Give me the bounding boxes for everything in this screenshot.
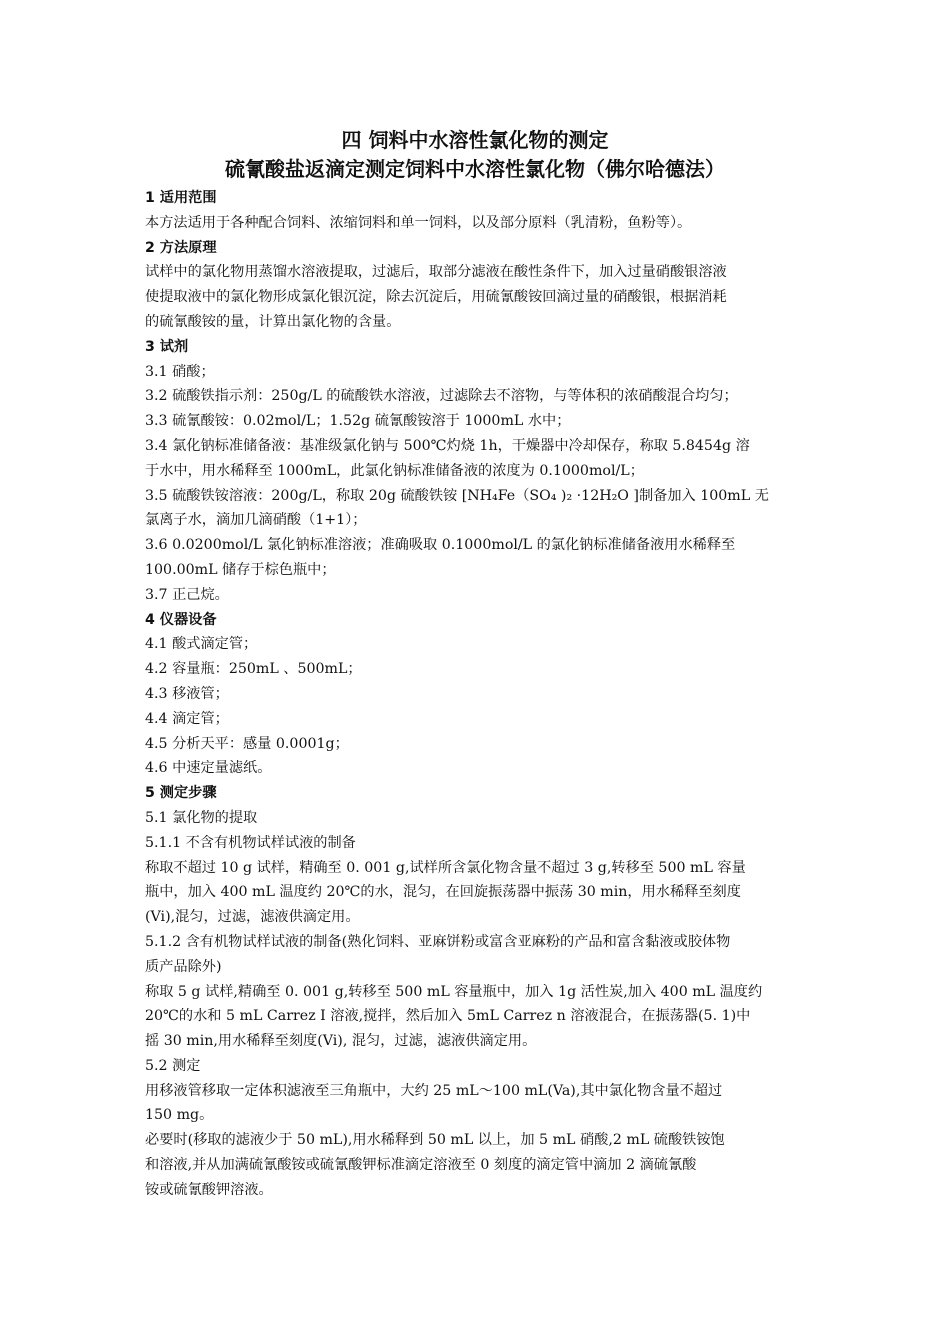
body-line: 4.3 移液管； <box>145 685 229 702</box>
document-body <box>145 186 815 1203</box>
document-subtitle: 硫氰酸盐返滴定测定饲料中水溶性氯化物（佛尔哈德法） <box>225 157 725 181</box>
body-line: 4.4 滴定管； <box>145 710 229 727</box>
body-line: 5.1 氯化物的提取 <box>145 809 258 826</box>
body-line: 必要时(移取的滤液少于 50 mL),用水稀释到 50 mL 以上，加 5 mL 硝酸,2 mL 硫酸铁铵饱 <box>145 1132 725 1149</box>
body-line: 称取 5 g 试样,精确至 0. 001 g,转移至 500 mL 容量瓶中，加入 1g 活性炭,加入 400 mL 温度约 <box>145 983 763 1000</box>
body-line: 20℃的水和 5 mL Carrez I 溶液,搅拌，然后加入 5mL Carrez n 溶液混合，在振荡器(5. 1)中 <box>145 1008 751 1025</box>
body-line: 4.6 中速定量滤纸。 <box>145 760 272 777</box>
body-line: 和溶液,并从加满硫氰酸铵或硫氰酸钾标准滴定溶液至 0 刻度的滴定管中滴加 2 滴硫氰酸 <box>145 1157 697 1174</box>
body-line: 试样中的氯化物用蒸馏水溶液提取，过滤后，取部分滤液在酸性条件下，加入过量硝酸银溶液 <box>145 264 727 281</box>
body-line: 5.1.2 含有机物试样试液的制备(熟化饲料、亚麻饼粉或富含亚麻粉的产品和富含黏液或胶体物 <box>145 933 731 950</box>
body-line: 本方法适用于各种配合饲料、浓缩饲料和单一饲料，以及部分原料（乳清粉，鱼粉等）。 <box>145 214 692 231</box>
body-line: 于水中，用水稀释至 1000mL，此氯化钠标准储备液的浓度为 0.1000mol/L； <box>145 462 644 479</box>
document-title: 四 饲料中水溶性氯化物的测定 <box>341 128 609 152</box>
body-line: 5.2 测定 <box>145 1057 201 1074</box>
body-line: 3.5 硫酸铁铵溶液：200g/L，称取 20g 硫酸铁铵 [NH₄Fe（SO₄ )₂ ·12H₂O ]制备加入 100mL 无 <box>145 487 769 504</box>
body-line: 称取不超过 10 g 试样，精确至 0. 001 g,试样所含氯化物含量不超过 3 g,转移至 500 mL 容量 <box>145 859 746 876</box>
body-line: 瓶中，加入 400 mL 温度约 20℃的水，混匀，在回旋振荡器中振荡 30 min，用水稀释至刻度 <box>145 884 741 901</box>
section-heading: 3 试剂 <box>145 338 189 355</box>
body-line: 摇 30 min,用水稀释至刻度(Vi), 混匀，过滤，滤液供滴定用。 <box>145 1033 537 1050</box>
body-line: 质产品除外) <box>145 958 222 975</box>
body-line: 3.3 硫氰酸铵：0.02mol/L；1.52g 硫氰酸铵溶于 1000mL 水中； <box>145 413 571 430</box>
body-line: 用移液管移取一定体积滤液至三角瓶中，大约 25 mL～100 mL(Va),其中氯化物含量不超过 <box>145 1082 723 1099</box>
body-line: 3.4 氯化钠标准储备液：基准级氯化钠与 500℃灼烧 1h，干燥器中冷却保存，称取 5.8454g 溶 <box>145 437 750 454</box>
body-line: (Vi),混匀，过滤，滤液供滴定用。 <box>145 909 360 926</box>
body-line: 4.1 酸式滴定管； <box>145 636 258 653</box>
section-heading: 1 适用范围 <box>145 190 217 206</box>
body-line: 3.6 0.0200mol/L 氯化钠标准溶液；准确吸取 0.1000mol/L 的氯化钠标准储备液用水稀释至 <box>145 537 736 554</box>
section-heading: 5 测定步骤 <box>145 785 217 802</box>
body-line: 4.5 分析天平：感量 0.0001g； <box>145 735 349 752</box>
body-line: 铵或硫氰酸钾溶液。 <box>145 1181 273 1198</box>
body-line: 的硫氰酸铵的量，计算出氯化物的含量。 <box>145 313 401 330</box>
body-line: 氯离子水，滴加几滴硝酸（1+1）； <box>145 512 367 529</box>
section-heading: 2 方法原理 <box>145 239 217 256</box>
body-line: 100.00mL 储存于棕色瓶中； <box>145 561 336 578</box>
body-line: 150 mg。 <box>145 1107 214 1124</box>
section-heading: 4 仪器设备 <box>145 611 217 628</box>
body-line: 5.1.1 不含有机物试样试液的制备 <box>145 834 356 851</box>
body-line: 3.2 硫酸铁指示剂：250g/L 的硫酸铁水溶液，过滤除去不溶物，与等体积的浓硝酸混合均匀； <box>145 388 738 405</box>
body-line: 3.7 正己烷。 <box>145 586 229 603</box>
body-line: 3.1 硝酸； <box>145 363 215 380</box>
body-line: 4.2 容量瓶：250mL 、500mL； <box>145 661 362 678</box>
body-line: 使提取液中的氯化物形成氯化银沉淀，除去沉淀后，用硫氰酸铵回滴过量的硝酸银，根据消耗 <box>145 289 727 306</box>
